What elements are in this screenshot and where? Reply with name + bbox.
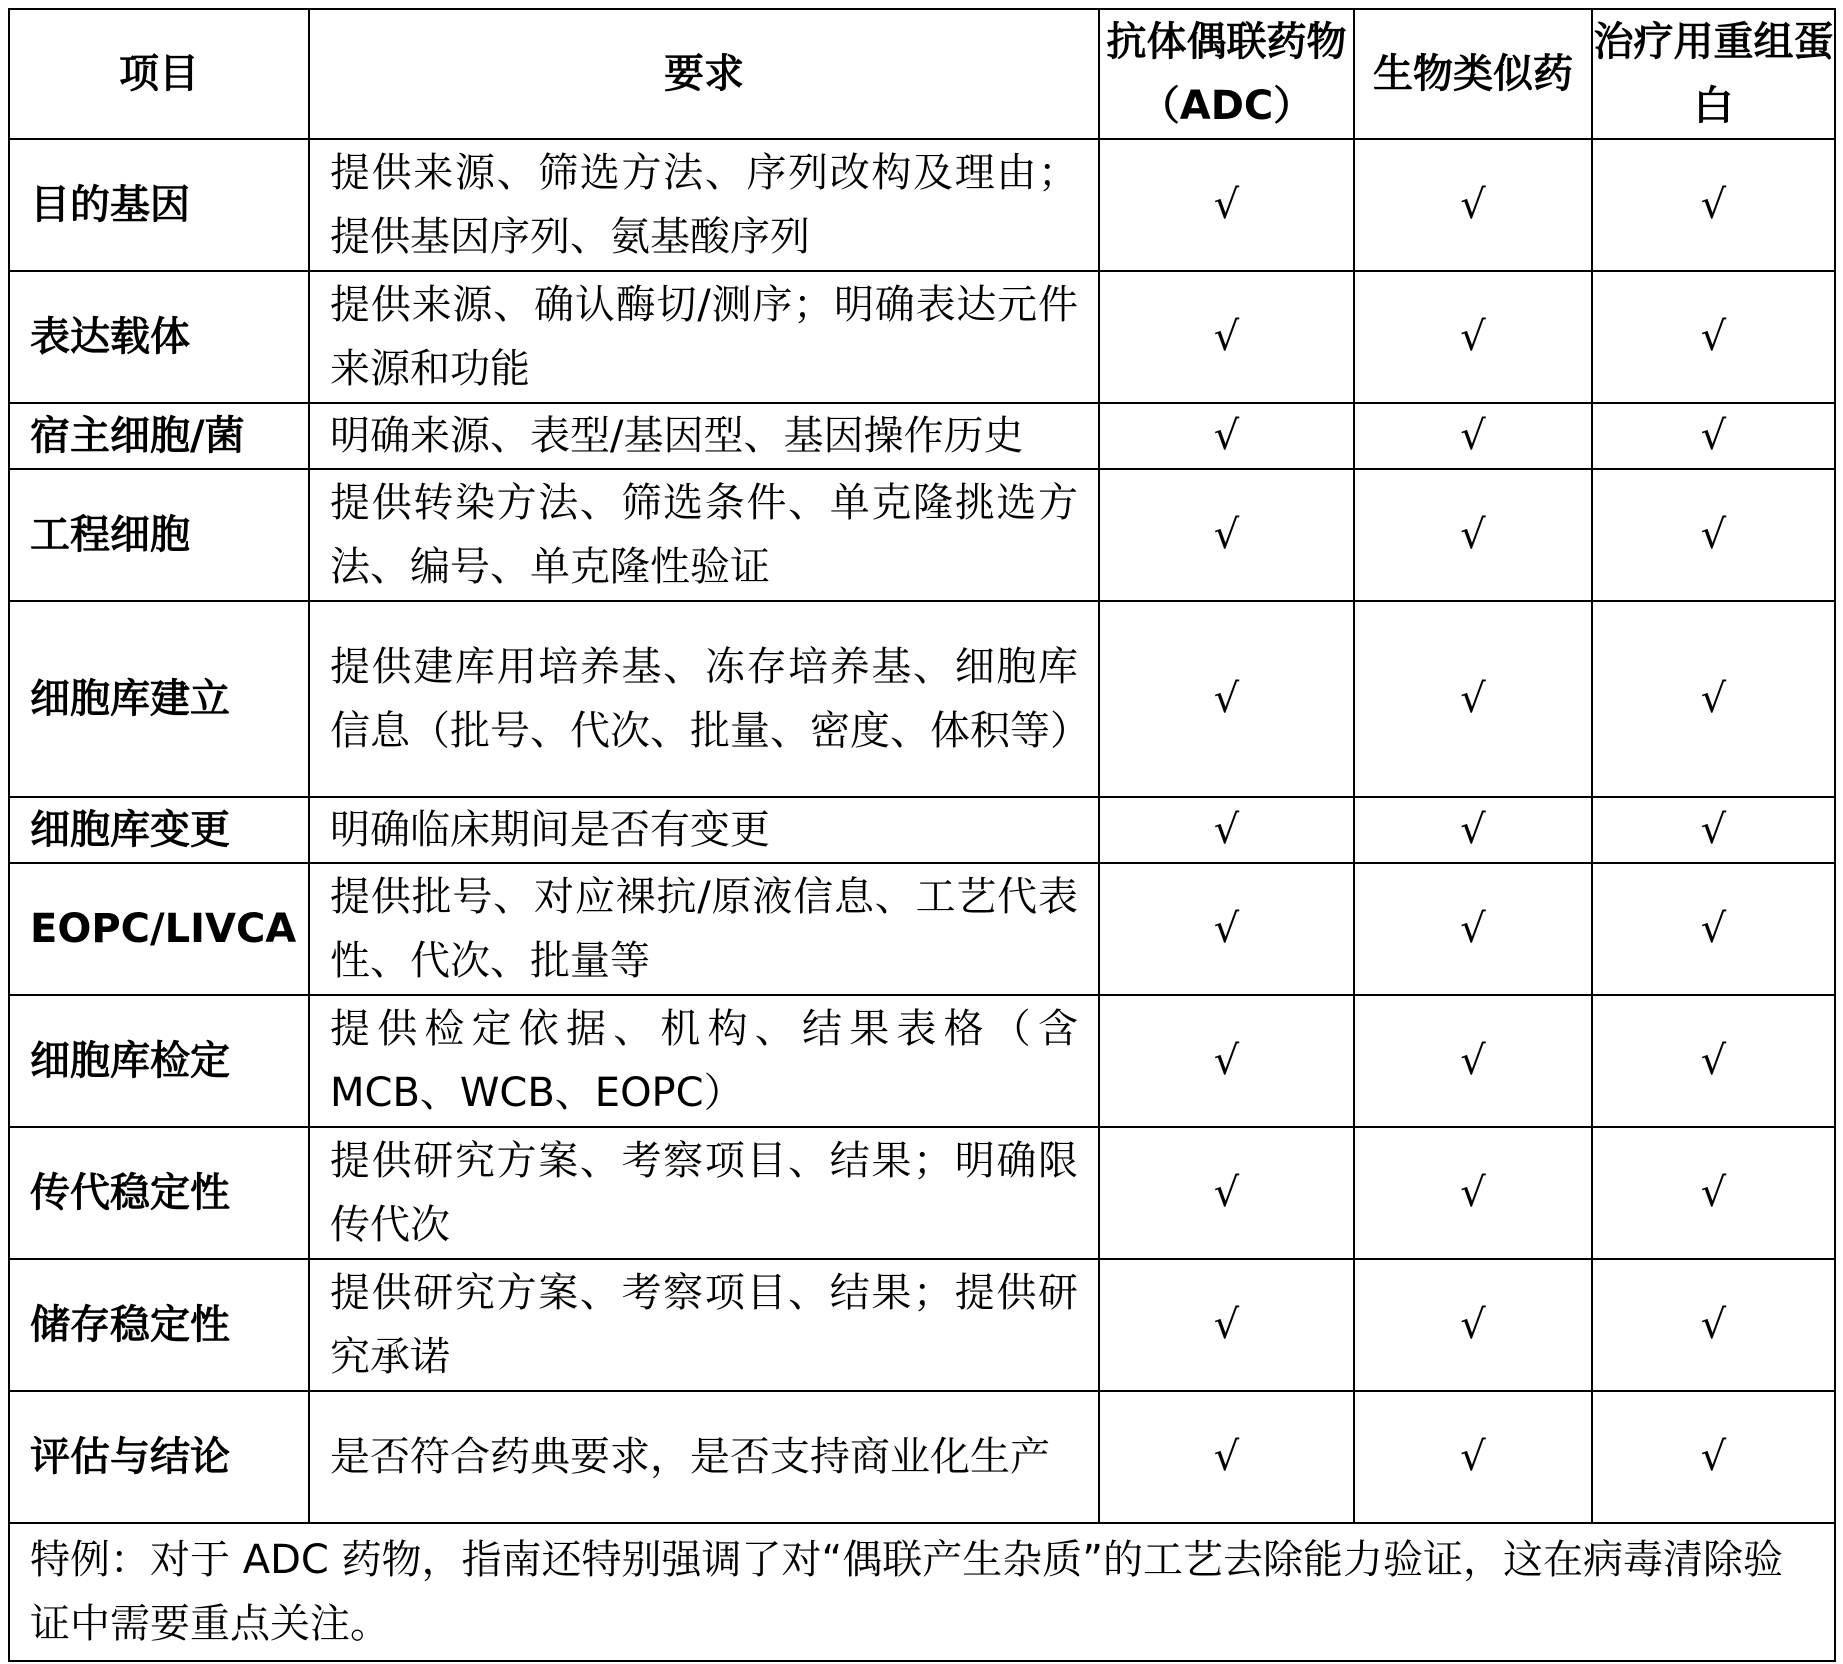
check-adc: √ [1099, 271, 1354, 403]
check-biosimilar: √ [1354, 271, 1592, 403]
check-recombinant: √ [1592, 1391, 1835, 1523]
row-requirement: 提供来源、筛选方法、序列改构及理由；提供基因序列、氨基酸序列 [309, 139, 1099, 271]
table-row [9, 995, 1835, 1127]
check-biosimilar: √ [1354, 995, 1592, 1127]
note-row [9, 1523, 1835, 1661]
row-requirement: 是否符合药典要求，是否支持商业化生产 [309, 1391, 1099, 1523]
table-row [9, 797, 1835, 863]
check-biosimilar: √ [1354, 1127, 1592, 1259]
check-adc: √ [1099, 1259, 1354, 1391]
row-requirement: 提供转染方法、筛选条件、单克隆挑选方法、编号、单克隆性验证 [309, 469, 1099, 601]
table-row [9, 1391, 1835, 1523]
footnote: 特例：对于 ADC 药物，指南还特别强调了对“偶联产生杂质”的工艺去除能力验证，这在病毒清除验证中需要重点关注。 [9, 1523, 1835, 1661]
check-biosimilar: √ [1354, 1259, 1592, 1391]
row-requirement: 提供研究方案、考察项目、结果；提供研究承诺 [309, 1259, 1099, 1391]
header-recombinant: 治疗用重组蛋白 [1592, 9, 1835, 139]
row-item: 评估与结论 [9, 1391, 309, 1523]
row-item: 细胞库变更 [9, 797, 309, 863]
table-row [9, 469, 1835, 601]
row-item: 储存稳定性 [9, 1259, 309, 1391]
check-biosimilar: √ [1354, 863, 1592, 995]
row-item: 工程细胞 [9, 469, 309, 601]
check-adc: √ [1099, 797, 1354, 863]
check-recombinant: √ [1592, 1127, 1835, 1259]
row-item: 传代稳定性 [9, 1127, 309, 1259]
check-recombinant: √ [1592, 601, 1835, 797]
table-row [9, 863, 1835, 995]
row-requirement: 提供研究方案、考察项目、结果；明确限传代次 [309, 1127, 1099, 1259]
row-requirement: 提供批号、对应裸抗/原液信息、工艺代表性、代次、批量等 [309, 863, 1099, 995]
row-requirement: 明确来源、表型/基因型、基因操作历史 [309, 403, 1099, 469]
check-biosimilar: √ [1354, 139, 1592, 271]
row-requirement: 明确临床期间是否有变更 [309, 797, 1099, 863]
check-biosimilar: √ [1354, 403, 1592, 469]
check-adc: √ [1099, 403, 1354, 469]
check-adc: √ [1099, 863, 1354, 995]
check-adc: √ [1099, 995, 1354, 1127]
check-recombinant: √ [1592, 995, 1835, 1127]
check-adc: √ [1099, 601, 1354, 797]
row-requirement: 提供检定依据、机构、结果表格（含MCB、WCB、EOPC） [309, 995, 1099, 1127]
check-recombinant: √ [1592, 863, 1835, 995]
table-row [9, 139, 1835, 271]
row-requirement: 提供建库用培养基、冻存培养基、细胞库信息（批号、代次、批量、密度、体积等） [309, 601, 1099, 797]
table-row [9, 403, 1835, 469]
table-row [9, 601, 1835, 797]
row-item: 宿主细胞/菌 [9, 403, 309, 469]
check-recombinant: √ [1592, 469, 1835, 601]
header-row [9, 9, 1835, 139]
row-item: 细胞库建立 [9, 601, 309, 797]
requirements-table [8, 8, 1836, 1662]
check-recombinant: √ [1592, 271, 1835, 403]
header-item: 项目 [9, 9, 309, 139]
row-requirement: 提供来源、确认酶切/测序；明确表达元件来源和功能 [309, 271, 1099, 403]
check-recombinant: √ [1592, 139, 1835, 271]
row-item: EOPC/LIVCA [9, 863, 309, 995]
check-biosimilar: √ [1354, 469, 1592, 601]
check-biosimilar: √ [1354, 601, 1592, 797]
check-recombinant: √ [1592, 1259, 1835, 1391]
check-recombinant: √ [1592, 797, 1835, 863]
header-adc: 抗体偶联药物（ADC） [1099, 9, 1354, 139]
check-adc: √ [1099, 139, 1354, 271]
check-adc: √ [1099, 1127, 1354, 1259]
check-recombinant: √ [1592, 403, 1835, 469]
header-biosimilar: 生物类似药 [1354, 9, 1592, 139]
row-item: 表达载体 [9, 271, 309, 403]
table-row [9, 1127, 1835, 1259]
check-adc: √ [1099, 469, 1354, 601]
check-biosimilar: √ [1354, 797, 1592, 863]
check-adc: √ [1099, 1391, 1354, 1523]
row-item: 目的基因 [9, 139, 309, 271]
table-row [9, 271, 1835, 403]
check-biosimilar: √ [1354, 1391, 1592, 1523]
row-item: 细胞库检定 [9, 995, 309, 1127]
header-requirement: 要求 [309, 9, 1099, 139]
table-row [9, 1259, 1835, 1391]
